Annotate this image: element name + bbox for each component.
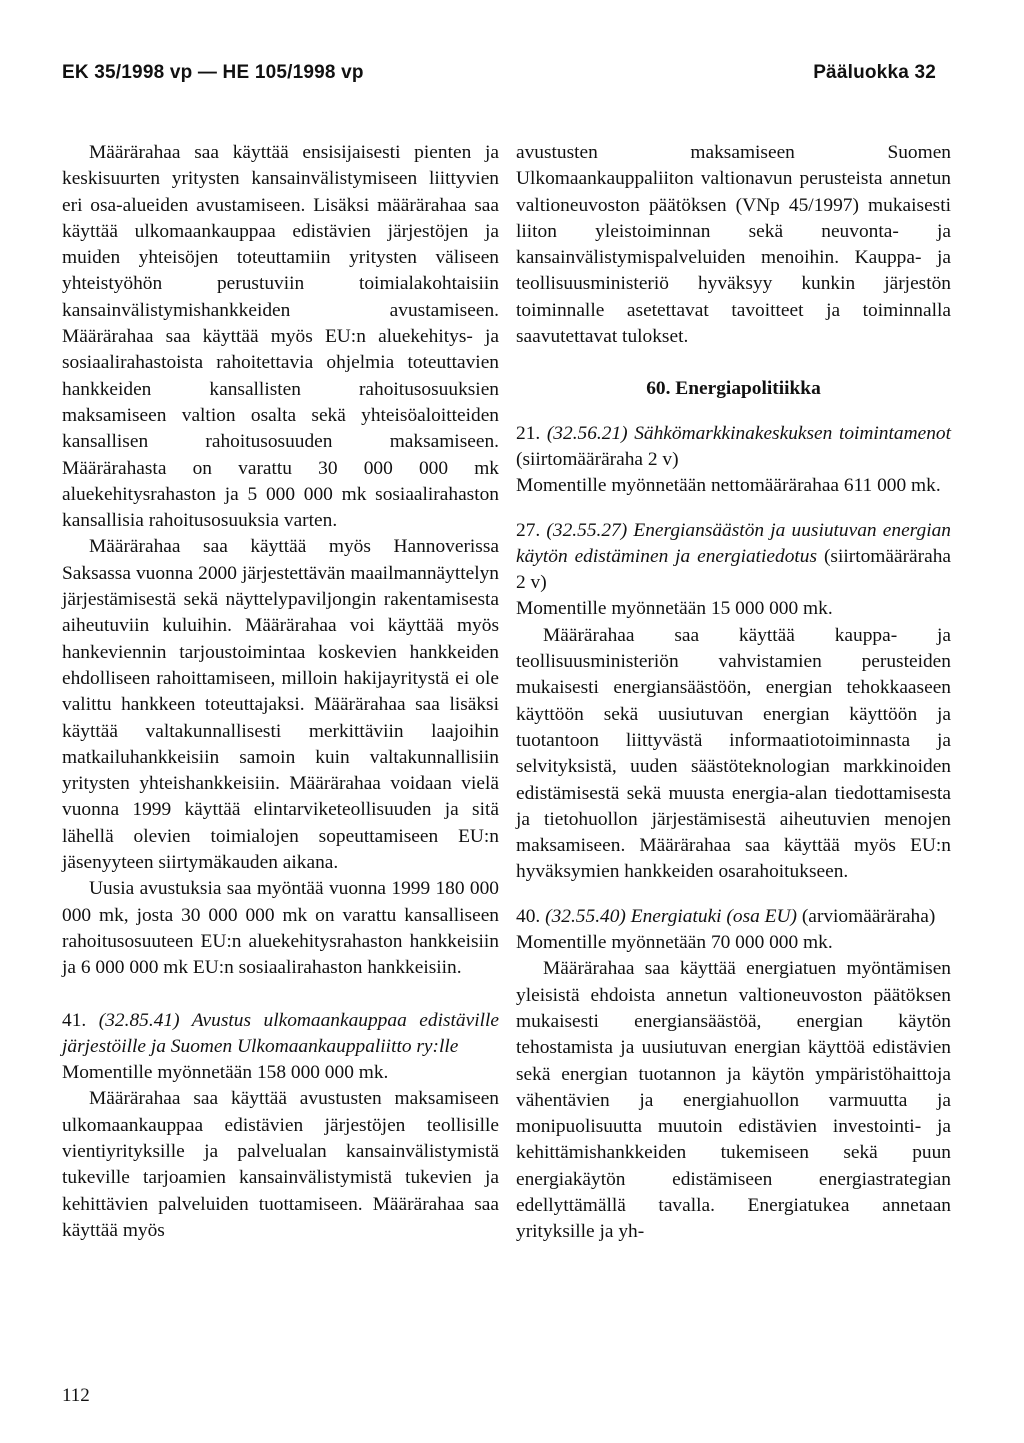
paragraph: Uusia avustuksia saa myöntää vuonna 1999 180 000 000 mk, josta 30 000 000 mk on varattu kansalliseen rahoitusosuuteen EU:n aluekehitysrahaston hankkeisiin ja 6 000 000 mk EU:n sosiaalirahaston hankkeisiin. bbox=[62, 878, 499, 979]
item-heading-40 bbox=[516, 904, 951, 930]
item-number: 41. bbox=[62, 1009, 87, 1031]
item-title: (32.55.40) Energiatuki (osa EU) bbox=[545, 905, 797, 927]
paragraph: avustusten maksamiseen Suomen Ulkomaankauppaliiton valtionavun perusteista annetun valtioneuvoston päätöksen (VNp 45/1997) mukaisesti liiton yleistoiminnan sekä neuvonta- ja kansainvälistymispalveluiden menoihin. Kauppa- ja teollisuusministeriö hyväksyy kunkin järjestön toiminnalle asetettavat tavoitteet ja toiminnalla saavutettavat tulokset. bbox=[516, 142, 951, 348]
item-number: 21. bbox=[516, 422, 541, 444]
item-heading-41 bbox=[62, 1008, 499, 1061]
section-title: 60. Energiapolitiikka bbox=[646, 378, 821, 400]
item-number: 40. bbox=[516, 905, 541, 927]
allocation: Momentille myönnetään nettomäärärahaa 611 000 mk. bbox=[516, 475, 941, 497]
allocation: Momentille myönnetään 70 000 000 mk. bbox=[516, 932, 833, 954]
item-title: (32.55.27) Energiansäästön ja uusiutuvan energian käytön edistäminen ja energiatiedotus bbox=[516, 519, 951, 567]
paragraph: Määrärahaa saa käyttää energiatuen myöntämisen yleisistä ehdoista annetun valtioneuvoston päätöksen mukaisesti energiansäästöä, energian käytön tehostamista ja uusiutuvan energian käyttöä edistävien sekä energian tuotannon ja käytön ympäristöhaittoja vähentävien ja energiahuollon varmuutta ja monipuolisuutta muutoin edistävien investointi- ja kehittämishankkeiden tukemiseen sekä puun energiakäytön edistämiseen energiastrategian edellyttämällä tavalla. Energiatukea annetaan yrityksille ja yh- bbox=[516, 958, 951, 1243]
allocation: Momentille myönnetään 15 000 000 mk. bbox=[516, 598, 833, 620]
item-title: (32.56.21) Sähkömarkkinakeskuksen toimintamenot bbox=[546, 422, 951, 444]
item-heading-21 bbox=[516, 421, 951, 474]
item-appropriation-type: (siirtomääräraha 2 v) bbox=[516, 545, 951, 594]
spacer bbox=[516, 500, 951, 518]
allocation: Momentille myönnetään 158 000 000 mk. bbox=[62, 1062, 389, 1084]
paragraph: Määrärahaa saa käyttää ensisijaisesti pienten ja keskisuurten yritysten kansainvälistymiseen liittyvien eri osa-alueiden avustamiseen. Lisäksi määrärahaa saa käyttää ulkomaankauppaa edistävien järjestöjen ja muiden yhteisöjen toteuttamiin yritysten väliseen yhteistyöhön perustuviin toimialakohtaisiin kansainvälistymishankkeiden avustamiseen. Määrärahaa saa käyttää myös EU:n aluekehitys- ja sosiaalirahastoista rahoitettavia ohjelmia toteuttavien hankkeiden kansallisten rahoitusosuuksien maksamiseen valtion osalta sekä yhteisöaloitteiden kansallisen rahoitusosuuden maksamiseen. Määrärahasta on varattu 30 000 000 mk aluekehitysrahaston ja 5 000 000 mk sosiaalirahaston kansallisia rahoitusosuuksia varten. bbox=[62, 142, 499, 532]
paragraph: Määrärahaa saa käyttää avustusten maksamiseen ulkomaankauppaa edistävien järjestöjen teollisille vientiyrityksille ja palvelualan kansainvälistymistä tukeville tarjoamien kansainvälistymistä tukevien ja kehittävien palveluiden tuottamiseen. Määrärahaa saa käyttää myös bbox=[62, 1088, 499, 1241]
item-heading-27 bbox=[516, 518, 951, 597]
running-head-right: Pääluokka 32 bbox=[813, 62, 936, 83]
item-appropriation-type: (siirtomääräraha 2 v) bbox=[516, 448, 679, 470]
spacer bbox=[62, 982, 499, 1008]
spacer bbox=[516, 403, 951, 421]
paragraph: Määrärahaa saa käyttää kauppa- ja teollisuusministeriön vahvistamien perusteiden mukaisesti energiansäästöön, energian tehokkaaseen käyttöön sekä uusiutuvan energian käyttöön ja tuotantoon liittyvästä informaatiotoiminnasta ja selvityksistä, uuden säästöteknologian markkinoiden edistämisestä sekä muusta energia-alan tiedottamisesta ja tietohuollon järjestämisestä aiheutuvien menojen maksamiseen. Määrärahaa saa käyttää myös EU:n hyväksymien hankkeiden osarahoitukseen. bbox=[516, 624, 951, 883]
right-column bbox=[516, 140, 951, 1246]
spacer bbox=[516, 350, 951, 376]
item-appropriation-type: (arviomääräraha) bbox=[801, 905, 936, 927]
spacer bbox=[516, 886, 951, 904]
left-column bbox=[62, 140, 499, 1244]
running-head-left: EK 35/1998 vp — HE 105/1998 vp bbox=[62, 62, 364, 83]
page-number: 112 bbox=[62, 1385, 90, 1406]
paragraph: Määrärahaa saa käyttää myös Hannoverissa Saksassa vuonna 2000 järjestettävän maailmannäyttelyn järjestämisestä sekä näyttelypaviljongin rakentamisesta aiheutuviin kuluihin. Määrärahaa voi käyttää myös hankeviennin tarjoustoimintaa koskevien hankkeiden ehdolliseen rahoittamiseen, milloin hakijayritystä ei ole valittu hankkeen toteuttajaksi. Määrärahaa saa lisäksi käyttää valtakunnallisesti merkittäviin laajoihin matkailuhankkeisiin samoin kuin valtakunnallisiin yritysten yhteishankkeisiin. Määrärahaa voidaan vielä vuonna 1999 käyttää elintarviketeollisuuden ja sitä lähellä olevien toimialojen sopeuttamiseen EU:n jäsenyyteen siirtymäkauden aikana. bbox=[62, 536, 499, 874]
item-title: (32.85.41) Avustus ulkomaankauppaa edistäville järjestöille ja Suomen Ulkomaankauppaliitto ry:lle bbox=[62, 1009, 499, 1057]
item-number: 27. bbox=[516, 519, 541, 541]
